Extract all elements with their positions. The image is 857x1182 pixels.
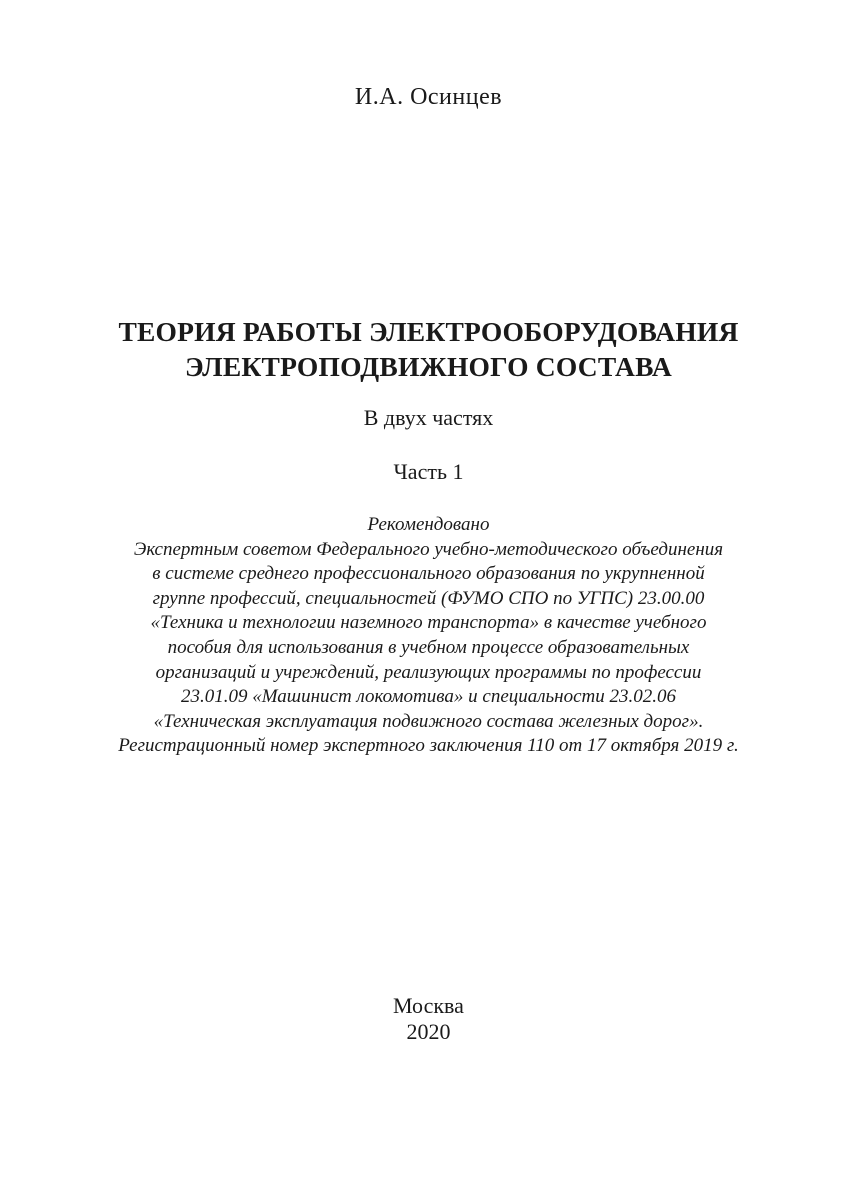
author-name: И.А. Осинцев <box>354 84 503 110</box>
recommendation-heading: Рекомендовано <box>367 514 490 535</box>
recommendation-line: группе профессий, специальностей (ФУМО СПО по УГПС) 23.00.00 <box>152 587 705 609</box>
recommendation-line: «Техника и технологии наземного транспорта» в качестве учебного <box>150 612 707 634</box>
publication-year: 2020 <box>406 1019 451 1044</box>
publication-city: Москва <box>393 993 464 1018</box>
registration-number-line: Регистрационный номер экспертного заключения 110 от 17 октября 2019 г. <box>118 735 739 757</box>
recommendation-line: «Техническая эксплуатация подвижного состава железных дорог». <box>153 710 704 732</box>
recommendation-line: 23.01.09 «Машинист локомотива» и специальности 23.02.06 <box>180 686 677 708</box>
imprint <box>0 993 857 1045</box>
recommendation-line: Экспертным советом Федерального учебно-методического объединения <box>133 538 724 560</box>
recommendation-line: в системе среднего профессионального образования по укрупненной <box>152 563 705 585</box>
recommendation-block <box>0 513 857 759</box>
part-number: Часть 1 <box>393 459 464 484</box>
book-title <box>0 314 857 384</box>
recommendation-line: пособия для использования в учебном процессе образовательных <box>167 636 690 658</box>
book-title-line-1: ТЕОРИЯ РАБОТЫ ЭЛЕКТРООБОРУДОВАНИЯ <box>118 316 739 347</box>
book-subtitle: В двух частях <box>363 405 494 430</box>
book-title-line-2: ЭЛЕКТРОПОДВИЖНОГО СОСТАВА <box>185 351 672 382</box>
recommendation-line: организаций и учреждений, реализующих программы по профессии <box>155 661 702 683</box>
